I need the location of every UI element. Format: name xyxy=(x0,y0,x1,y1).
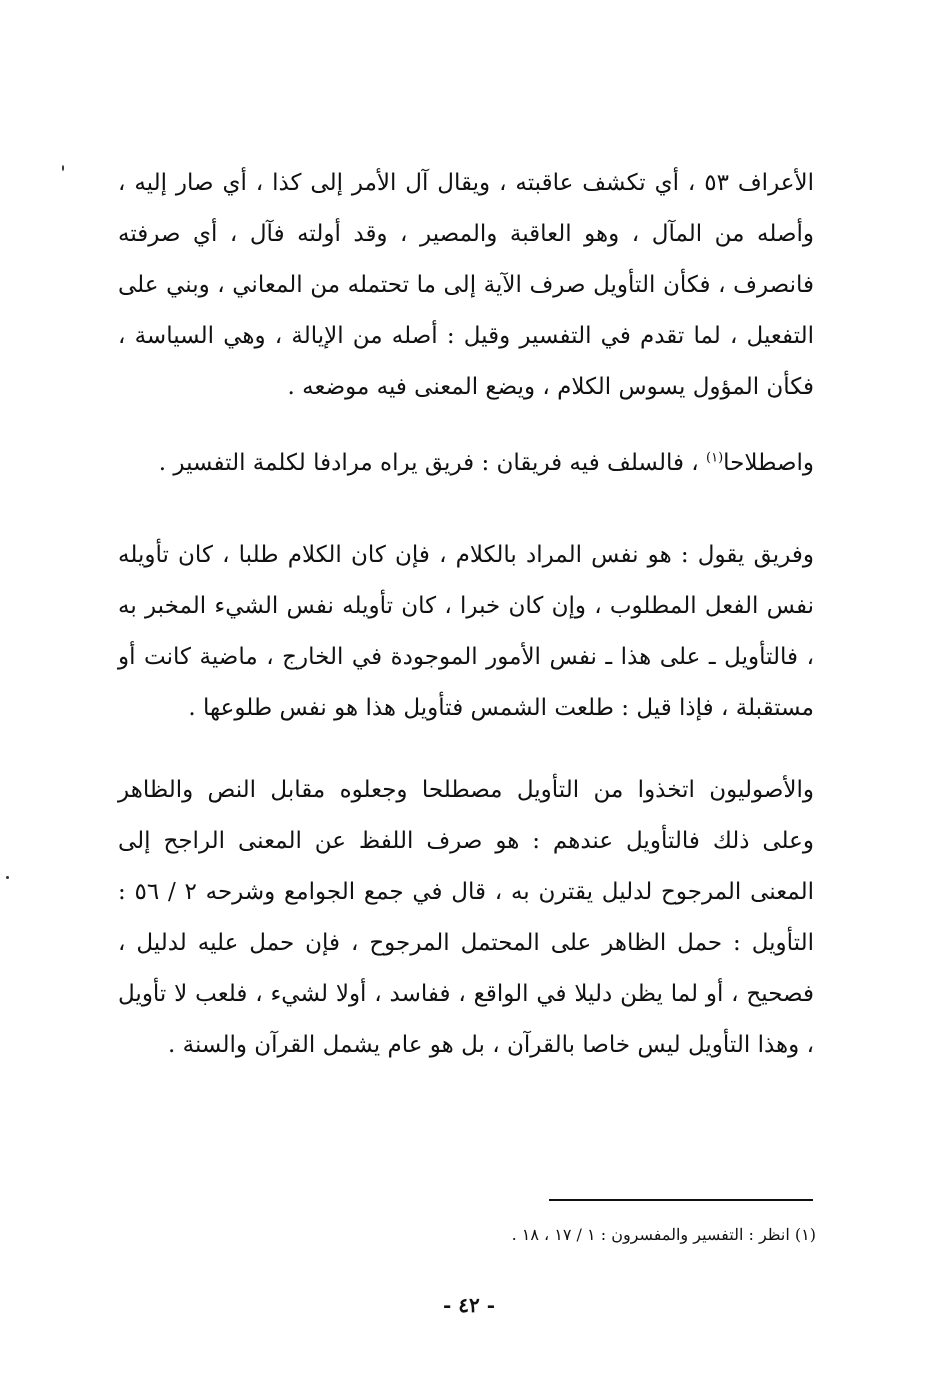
scan-speck xyxy=(62,165,64,171)
footnote-divider xyxy=(549,1199,813,1201)
paragraph-text-start: واصطلاحا xyxy=(723,450,814,476)
page-number: - ٤٢ - xyxy=(442,1293,495,1317)
paragraph-text: الأعراف ٥٣ ، أي تكشف عاقبته ، ويقال آل الأمر إلى كذا ، أي صار إليه ، وأصله من المآل ، وهو العاقبة والمصير ، وقد أولته فآل ، أي صرفته فانصرف ، فكأن التأويل صرف الآية إلى ما تحتمله من المعاني ، وبني على التفعيل ، لما تقدم في التفسير وقيل : أصله من الإيالة ، وهي السياسة ، فكأن المؤول يسوس الكلام ، ويضع المعنى فيه موضعه . xyxy=(118,170,814,400)
paragraph-second-group xyxy=(118,530,814,734)
paragraph-text-end: ، فالسلف فيه فريقان : فريق يراه مرادفا لكلمة التفسير . xyxy=(158,450,707,476)
scan-speck xyxy=(6,876,9,879)
paragraph-technical-meaning xyxy=(118,438,814,489)
paragraph-text xyxy=(118,438,814,489)
paragraph-usul-scholars xyxy=(118,765,814,1071)
footnote: (١) انظر : التفسير والمفسرون : ١ / ١٧ ، ١٨ . xyxy=(511,1225,816,1244)
paragraph-text: وفريق يقول : هو نفس المراد بالكلام ، فإن كان الكلام طلبا ، كان تأويله نفس الفعل المطلوب ، وإن كان خبرا ، كان تأويله نفس الشيء المخبر به ، فالتأويل ـ على هذا ـ نفس الأمور الموجودة في الخارج ، ماضية كانت أو مستقبلة ، فإذا قيل : طلعت الشمس فتأويل هذا هو نفس طلوعها . xyxy=(118,542,814,721)
footnote-reference[interactable]: (١) xyxy=(706,450,724,466)
paragraph-linguistic-meaning xyxy=(118,158,814,413)
paragraph-text: والأصوليون اتخذوا من التأويل مصطلحا وجعلوه مقابل النص والظاهر وعلى ذلك فالتأويل عندهم : هو صرف اللفظ عن المعنى الراجح إلى المعنى المرجوح لدليل يقترن به ، قال في جمع الجوامع وشرحه ٢ / ٥٦ : التأويل : حمل الظاهر على المحتمل المرجوح ، فإن حمل عليه لدليل ، فصحيح ، أو لما يظن دليلا في الواقع ، ففاسد ، أولا لشيء ، فلعب لا تأويل ، وهذا التأويل ليس خاصا بالقرآن ، بل هو عام يشمل القرآن والسنة . xyxy=(118,777,814,1058)
